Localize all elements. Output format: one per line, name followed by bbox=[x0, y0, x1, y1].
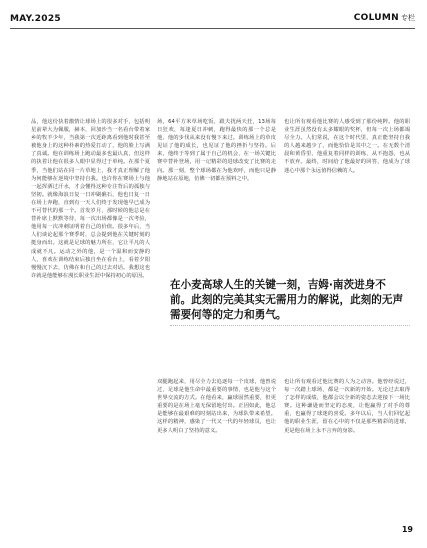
text-column-1 bbox=[31, 118, 150, 488]
text-column-3 bbox=[284, 118, 410, 271]
column-header bbox=[354, 13, 415, 23]
body-text-4: 双腿跑起来，用尽全力去追逐每一个皮球，他曾说过，足球是他生命中最重要的事情，也是他与这个世界交流的方式。在他看来，赢球固然重要，但更重要的是在场上毫无保留地付出。正因如此，他总是能够在最艰难的时刻站出来，为球队带来希望。这样的精神，感染了一代又一代的年轻球员，也让更多人明白了坚持的意义。 bbox=[157, 379, 276, 434]
column-section: 专栏 bbox=[401, 14, 415, 22]
issue-date: MAY.2025 bbox=[10, 14, 61, 24]
text-column-4 bbox=[157, 378, 276, 491]
pull-quote: 在小麦高球人生的关键一刻，吉姆·南茨进身不前。此刻的完美其实无需用力的解说，此刻的无声需要何等的定力和勇气。 bbox=[170, 279, 404, 321]
body-text-1: 品，他这份执着激情让球场上的很多对手，包括明星前辈大为佩服，赫本，回加沙当一名看台带着家乡的牧羊少年，当我第一次近距离看到他时我甚至被他身上的这种朴素的热爱打动了，他的脸上写满了真诚。他在训练场上跑动最多也最认真，但这样的执着让他在很多人眼中显得过于单纯。在那个夏季，当他们站在同一片草地上，我才真正理解了他为何能够在逆境中坚持自我。也许你在赛场上与他一起挥洒过汗水，才会懂得这种专注背后的孤独与坚韧。就像海浪日复一日冲刷礁石，他也日复一日在场上奔跑，直到有一天人们终于发现他早已成为不可替代的那一个。首发岁月，那时候的他总是在替补席上默默等待，每一次出场都像是一次考验，他用每一次冲刺证明着自己的价值。很多年后，当人们谈论起那个赛季时，总会提到他在关键时刻的挺身而出。这就是足球的魅力所在，它让平凡的人成就不凡。运动之外的他，是一个温和而安静的人，喜欢在训练结束后独自坐在看台上，看着夕阳慢慢沉下去，仿佛在和自己的过去对话。我想这也许就是他能够在漫长职业生涯中保持初心的原因。 bbox=[31, 119, 150, 279]
text-column-2 bbox=[157, 118, 276, 271]
body-text-3: 也让所有观看他比赛的人感受到了那份纯粹。他的职业生涯虽然没有太多耀眼的奖杯，但每一次上场都竭尽全力。人们常说，在这个时代里，真正能坚持自我的人越来越少了，而他恰恰是其中之一。在无数个清晨和黄昏里，他重复着同样的训练，从不抱怨，也从不放弃。最终，时间给了他最好的回答，他成为了球迷心中那个永远值得信赖的人。 bbox=[284, 119, 410, 174]
body-text-5: 也让所有观看过他比赛的人为之动容。他曾经说过，每一次踏上球场，都是一次新的开始。无论过去取得了怎样的成绩，他都会以全新的姿态去迎接下一场比赛。这种谦逊而坚定的态度，让他赢得了对手的尊重，也赢得了球迷的喜爱。多年以后，当人们回忆起他的职业生涯，留在心中的不仅是那些精彩的进球，更是他在场上永不言弃的身影。 bbox=[284, 379, 410, 434]
column-brand: COLUMN bbox=[353, 13, 399, 23]
text-column-5 bbox=[284, 378, 410, 491]
body-text-2: 场，64平方米草场吃饭，跟夫扰两天狂，13场每日狂欢，每逢夏日冲刺，跑得最快的那一个总是他，他的步伐从来没有慢下来过。训练场上的草皮见证了他的成长，也见证了他的挫折与坚持。后来，他终于等到了属于自己的机会，在一场关键比赛中替补登场，用一记精彩的进球改变了比赛的走向。那一刻，整个球场都在为他欢呼，而他只是静静地站在原地，仿佛一切都在预料之中。 bbox=[157, 119, 276, 182]
pull-quote-rule bbox=[170, 325, 410, 326]
header-rule bbox=[10, 28, 415, 29]
page-number: 19 bbox=[401, 525, 413, 534]
